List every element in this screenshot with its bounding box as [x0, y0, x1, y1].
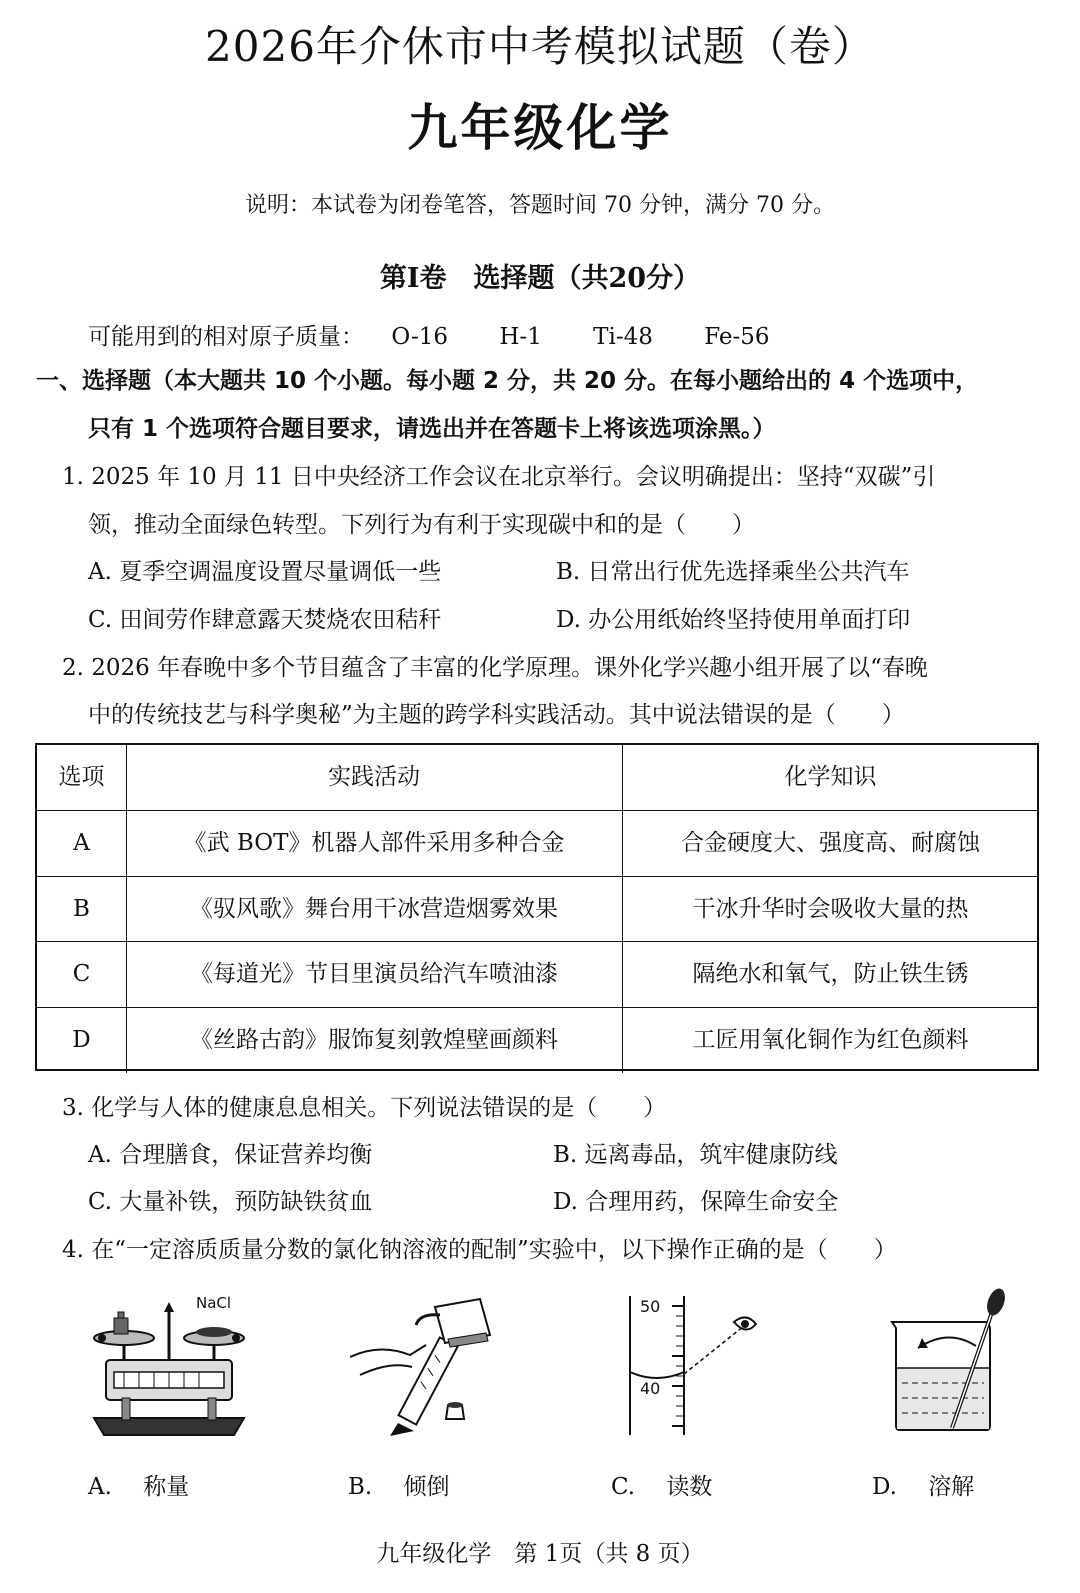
figure-caption-c	[611, 1468, 712, 1501]
q4-stem: 4. 在“一定溶质质量分数的氯化钠溶液的配制”实验中，以下操作正确的是（ ）	[62, 1237, 897, 1263]
figure-dissolving	[888, 1288, 1008, 1443]
caption-text: 读数	[666, 1474, 713, 1500]
table-cell-knowledge: 工匠用氧化铜作为红色颜料	[692, 1027, 969, 1053]
table-header-activity: 实践活动	[126, 745, 623, 810]
scale-label-50: 50	[640, 1297, 661, 1316]
table-cell-option: D	[37, 1008, 127, 1073]
table-cell-option: A	[37, 811, 127, 876]
page-footer: 九年级化学 第 1页（共 8 页）	[376, 1541, 704, 1567]
q2-stem-line1: 2. 2026 年春晚中多个节目蕴含了丰富的化学原理。课外化学兴趣小组开展了以“春晚	[62, 655, 928, 681]
atomic-label: 可能用到的相对原子质量：	[88, 324, 364, 350]
table-header-option: 选项	[37, 745, 127, 810]
caption-text: 倾倒	[403, 1474, 450, 1500]
q1-option-a: A. 夏季空调温度设置尽量调低一些	[88, 559, 442, 585]
atomic-mass-o: O-16	[391, 324, 449, 350]
table-cell-knowledge: 隔绝水和氧气，防止铁生锈	[692, 961, 969, 987]
q3-option-b: B. 远离毒品，筑牢健康防线	[553, 1142, 838, 1168]
q1-option-b: B. 日常出行优先选择乘坐公共汽车	[556, 559, 910, 585]
q1-option-d: D. 办公用纸始终坚持使用单面打印	[556, 607, 911, 633]
q1-stem-line1: 1. 2025 年 10 月 11 日中央经济工作会议在北京举行。会议明确提出：坚持“双碳”引	[62, 464, 936, 490]
caption-text: 溶解	[928, 1474, 975, 1500]
section-heading-line1: 一、选择题（本大题共 10 个小题。每小题 2 分，共 20 分。在每小题给出的 4 个选项中，	[36, 368, 979, 394]
figure-caption-a	[88, 1468, 189, 1501]
scale-label-40: 40	[640, 1379, 661, 1398]
table-row	[37, 941, 1037, 1007]
table-cell-option: B	[37, 877, 127, 942]
exam-instructions: 说明：本试卷为闭卷笔答，答题时间 70 分钟，满分 70 分。	[245, 193, 835, 218]
caption-letter: C.	[611, 1474, 636, 1500]
table-row	[37, 876, 1037, 942]
caption-letter: A.	[88, 1474, 112, 1500]
caption-letter: D.	[872, 1474, 897, 1500]
q2-table	[35, 743, 1039, 1071]
table-row	[37, 1007, 1037, 1073]
table-header-knowledge: 化学知识	[784, 764, 877, 790]
subject-title: 九年级化学	[407, 99, 673, 157]
q2-stem-line2: 中的传统技艺与科学奥秘”为主题的跨学科实践活动。其中说法错误的是（ ）	[88, 702, 905, 728]
caption-text: 称量	[143, 1474, 190, 1500]
caption-letter: B.	[348, 1474, 373, 1500]
figure-caption-b	[348, 1468, 450, 1501]
q3-option-c: C. 大量补铁，预防缺铁贫血	[88, 1189, 373, 1215]
figure-balance-weighing	[84, 1290, 254, 1440]
figure-pouring	[350, 1295, 500, 1440]
q3-stem: 3. 化学与人体的健康息息相关。下列说法错误的是（ ）	[62, 1095, 667, 1121]
table-cell-knowledge: 合金硬度大、强度高、耐腐蚀	[681, 830, 980, 856]
figure-caption-d	[872, 1468, 974, 1501]
table-cell-activity: 《驭风歌》舞台用干冰营造烟雾效果	[126, 877, 623, 942]
table-header-row	[37, 745, 1037, 810]
table-row	[37, 810, 1037, 876]
section-heading-line2: 只有 1 个选项符合题目要求，请选出并在答题卡上将该选项涂黑。）	[88, 416, 776, 442]
q3-option-a: A. 合理膳食，保证营养均衡	[88, 1142, 373, 1168]
q1-option-c: C. 田间劳作肆意露天焚烧农田秸秆	[88, 607, 442, 633]
table-cell-activity: 《丝路古韵》服饰复刻敦煌壁画颜料	[126, 1008, 623, 1073]
table-cell-option: C	[37, 942, 127, 1007]
q3-option-d: D. 合理用药，保障生命安全	[553, 1189, 839, 1215]
atomic-mass-ti: Ti-48	[593, 324, 653, 350]
atomic-mass-h: H-1	[499, 324, 542, 350]
table-cell-knowledge: 干冰升华时会吸收大量的热	[692, 896, 969, 922]
q1-stem-line2: 领，推动全面绿色转型。下列行为有利于实现碳中和的是（ ）	[88, 512, 755, 538]
table-cell-activity: 《武 BOT》机器人部件采用多种合金	[126, 811, 623, 876]
atomic-masses	[88, 318, 814, 351]
table-cell-activity: 《每道光》节目里演员给汽车喷油漆	[126, 942, 623, 1007]
atomic-mass-fe: Fe-56	[704, 324, 770, 350]
figure-reading	[622, 1290, 772, 1440]
exam-title: 2026年介休市中考模拟试题（卷）	[205, 22, 875, 71]
part-title: 第Ⅰ卷 选择题（共20分）	[379, 263, 701, 294]
nacl-label: NaCl	[196, 1294, 232, 1312]
